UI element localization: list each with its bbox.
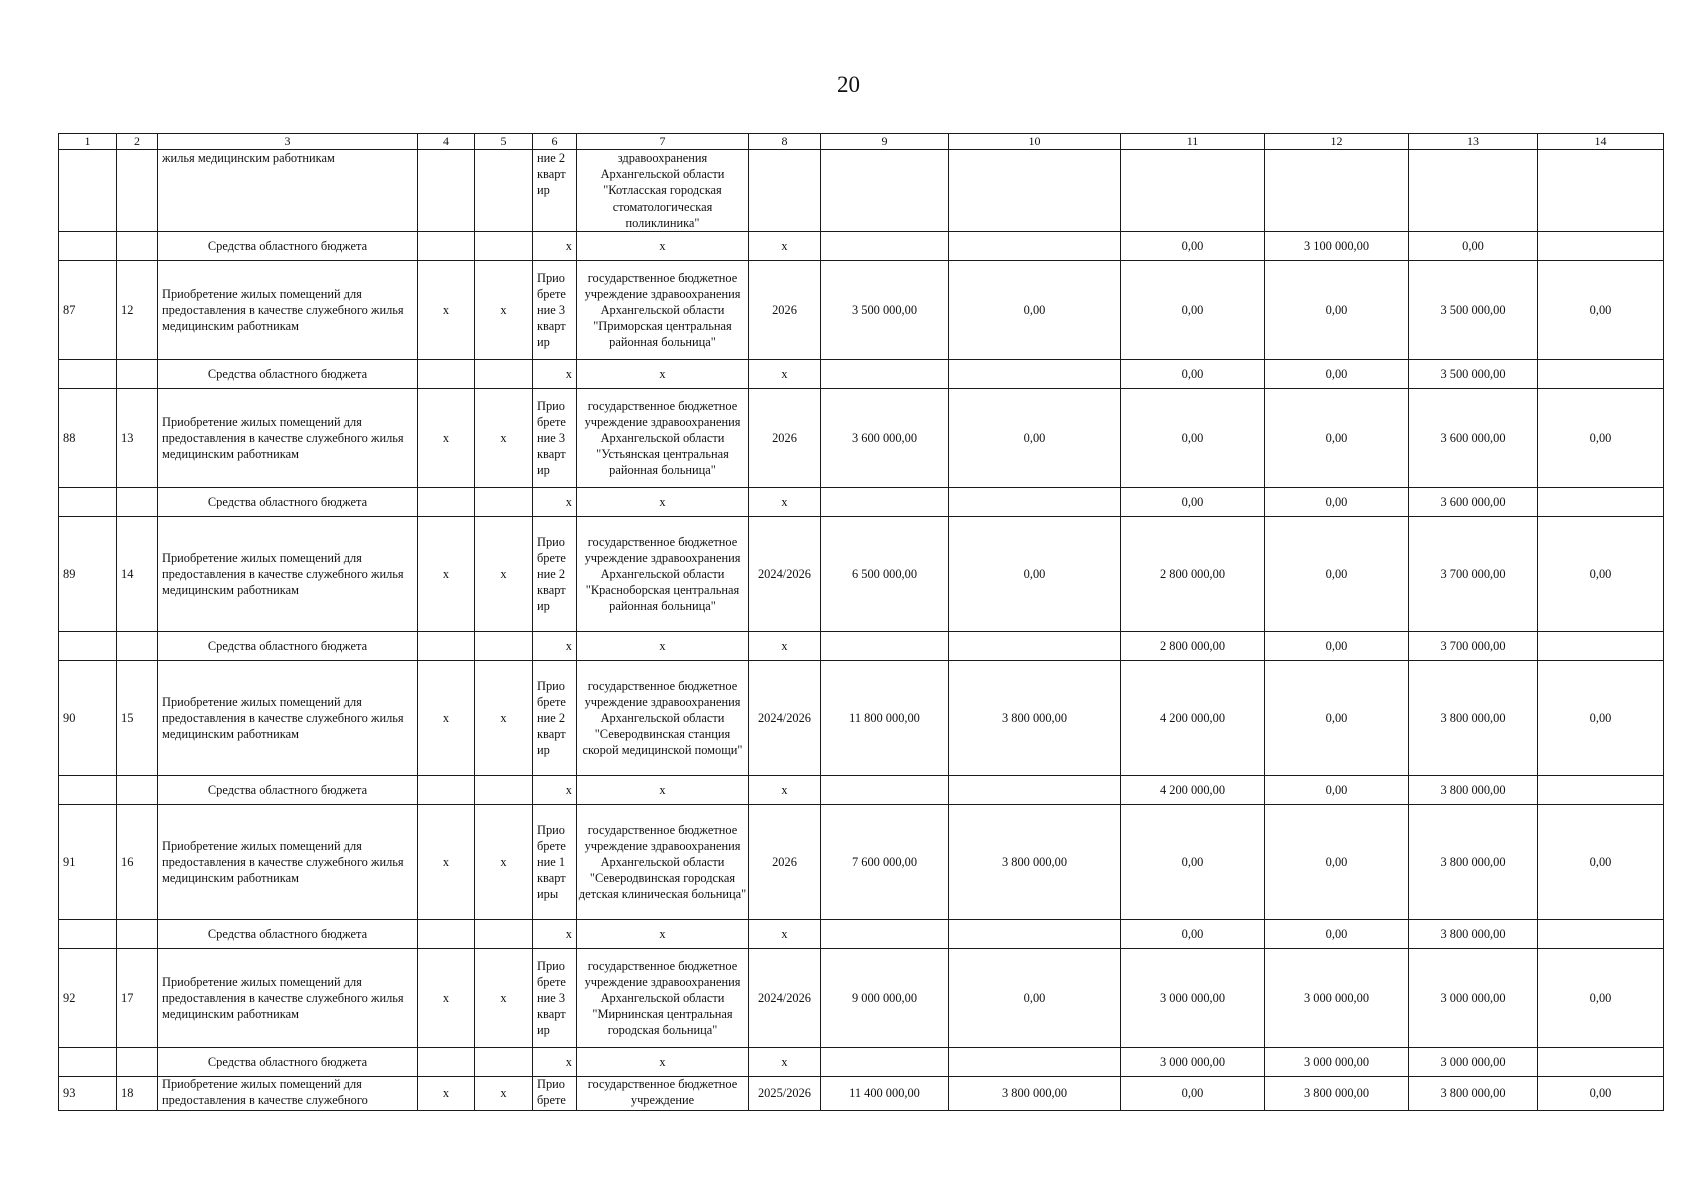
table-cell [418,632,475,661]
amount-cell: 3 000 000,00 [1409,949,1538,1048]
table-cell [59,360,117,389]
amount-cell: 0,00 [1265,661,1409,776]
amount-cell: 3 600 000,00 [1409,389,1538,488]
x-mark: x [475,517,533,632]
amount-cell: 3 800 000,00 [949,661,1121,776]
funding-source-row [59,360,1664,389]
table-cell [117,488,158,517]
amount-cell: 0,00 [1121,488,1265,517]
amount-cell: 0,00 [1121,1077,1265,1111]
table-cell [117,360,158,389]
header-cell: 13 [1409,134,1538,150]
table-row [59,517,1664,632]
purchase-type-cell: Прио брете [533,1077,577,1111]
header-cell: 12 [1265,134,1409,150]
x-mark: x [749,776,821,805]
object-name-cell: Приобретение жилых помещений для предоставления в качестве служебного жилья медицинским работникам [158,517,418,632]
table-row [59,661,1664,776]
x-mark: x [577,1048,749,1077]
item-number-cell [117,150,158,232]
year-cell: 2026 [749,389,821,488]
amount-cell: 0,00 [1538,261,1664,360]
amount-cell: 0,00 [1538,661,1664,776]
x-mark: x [577,232,749,261]
x-mark: x [749,920,821,949]
table-row [59,261,1664,360]
table-cell [59,920,117,949]
x-mark: x [475,1077,533,1111]
amount-cell: 11 800 000,00 [821,661,949,776]
header-cell: 8 [749,134,821,150]
amount-cell: 4 200 000,00 [1121,776,1265,805]
object-name-cell: Приобретение жилых помещений для предоставления в качестве служебного жилья медицинским работникам [158,805,418,920]
continued-row [59,150,1664,232]
x-mark: x [749,488,821,517]
x-mark: x [577,920,749,949]
amount-cell: 3 600 000,00 [821,389,949,488]
institution-cell: государственное бюджетное учреждение здравоохранения Архангельской области "Северодвинская городская детская клиническая больница" [577,805,749,920]
funding-source-row [59,1048,1664,1077]
table-cell [117,632,158,661]
x-mark: x [533,920,577,949]
funding-source-label: Средства областного бюджета [158,488,418,517]
amount-cell: 3 700 000,00 [1409,632,1538,661]
amount-cell: 3 800 000,00 [949,1077,1121,1111]
table-cell [949,776,1121,805]
x-mark: x [475,389,533,488]
object-name-cell: Приобретение жилых помещений для предоставления в качестве служебного [158,1077,418,1111]
x-mark: x [418,661,475,776]
x-mark: x [533,632,577,661]
row-number-cell: 93 [59,1077,117,1111]
amount-cell: 0,00 [1265,488,1409,517]
header-cell: 11 [1121,134,1265,150]
purchase-type-cell: Прио брете ние 1 кварт иры [533,805,577,920]
funding-source-label: Средства областного бюджета [158,920,418,949]
row-number-cell: 90 [59,661,117,776]
amount-cell: 0,00 [1538,517,1664,632]
table-row [59,805,1664,920]
amount-cell: 0,00 [1265,776,1409,805]
amount-cell: 0,00 [1121,360,1265,389]
header-cell: 9 [821,134,949,150]
table-cell [59,1048,117,1077]
table-cell [949,920,1121,949]
column-number-header [59,134,1664,150]
amount-cell: 3 500 000,00 [821,261,949,360]
row-number-cell: 88 [59,389,117,488]
amount-cell: 0,00 [1265,261,1409,360]
table-cell [475,360,533,389]
table-cell [117,776,158,805]
purchase-type-cell: Прио брете ние 3 кварт ир [533,949,577,1048]
x-mark: x [749,232,821,261]
institution-cell: здравоохранения Архангельской области "Котласская городская стоматологическая поликлиника" [577,150,749,232]
amount-cell: 4 200 000,00 [1121,661,1265,776]
table-cell [1538,920,1664,949]
amount-cell: 0,00 [1121,261,1265,360]
funding-source-label: Средства областного бюджета [158,1048,418,1077]
institution-cell: государственное бюджетное учреждение здравоохранения Архангельской области "Северодвинская станция скорой медицинской помощи" [577,661,749,776]
amount-cell: 3 100 000,00 [1265,232,1409,261]
header-cell: 2 [117,134,158,150]
table-cell [821,488,949,517]
table-cell [418,920,475,949]
amount-cell: 0,00 [1265,805,1409,920]
table-cell [475,632,533,661]
row-number-cell: 91 [59,805,117,920]
x-mark: x [475,805,533,920]
year-cell: 2026 [749,805,821,920]
amount-cell: 0,00 [1121,232,1265,261]
amount-cell: 0,00 [1538,949,1664,1048]
amount-cell: 3 500 000,00 [1409,360,1538,389]
item-number-cell: 17 [117,949,158,1048]
amount-cell: 0,00 [1121,805,1265,920]
amount-cell: 3 000 000,00 [1121,949,1265,1048]
table-cell [418,1048,475,1077]
amount-cell: 0,00 [1538,805,1664,920]
funding-source-row [59,776,1664,805]
table-cell [821,632,949,661]
amount-cell: 0,00 [949,261,1121,360]
header-cell: 6 [533,134,577,150]
table-cell [1538,632,1664,661]
x-mark: x [749,632,821,661]
x-mark: x [577,488,749,517]
header-cell: 10 [949,134,1121,150]
table-row [59,389,1664,488]
year-cell: 2024/2026 [749,661,821,776]
header-cell: 14 [1538,134,1664,150]
year-cell: 2024/2026 [749,949,821,1048]
funding-source-row [59,232,1664,261]
funding-source-label: Средства областного бюджета [158,632,418,661]
table-row [59,949,1664,1048]
x-mark: x [418,261,475,360]
item-number-cell: 13 [117,389,158,488]
amount-cell: 3 800 000,00 [949,805,1121,920]
x-mark: x [577,632,749,661]
amount-cell: 0,00 [1121,389,1265,488]
table-cell [821,920,949,949]
amount-cell: 2 800 000,00 [1121,517,1265,632]
object-name-cell: Приобретение жилых помещений для предоставления в качестве служебного жилья медицинским работникам [158,661,418,776]
x-mark: x [749,1048,821,1077]
year-cell: 2026 [749,261,821,360]
funding-source-label: Средства областного бюджета [158,360,418,389]
funding-source-label: Средства областного бюджета [158,776,418,805]
amount-cell: 3 500 000,00 [1409,261,1538,360]
amount-cell: 7 600 000,00 [821,805,949,920]
amount-cell: 3 800 000,00 [1409,920,1538,949]
object-name-cell: Приобретение жилых помещений для предоставления в качестве служебного жилья медицинским работникам [158,949,418,1048]
purchase-type-cell: Прио брете ние 3 кварт ир [533,261,577,360]
table-cell [949,360,1121,389]
amount-cell: 0,00 [1265,632,1409,661]
x-mark: x [533,776,577,805]
table-cell [59,776,117,805]
table-cell [949,1048,1121,1077]
amount-cell: 0,00 [1409,232,1538,261]
x-mark: x [577,360,749,389]
x-mark: x [418,1077,475,1111]
x-mark: x [475,949,533,1048]
x-mark: x [475,261,533,360]
institution-cell: государственное бюджетное учреждение здравоохранения Архангельской области "Приморская центральная районная больница" [577,261,749,360]
table-cell [418,488,475,517]
funding-source-row [59,632,1664,661]
x-mark: x [418,805,475,920]
header-cell: 5 [475,134,533,150]
purchase-type-cell: Прио брете ние 3 кварт ир [533,389,577,488]
table-row [59,1077,1664,1111]
amount-cell: 3 600 000,00 [1409,488,1538,517]
object-name-cell: жилья медицинским работникам [158,150,418,232]
x-mark: x [533,1048,577,1077]
x-mark: x [749,360,821,389]
table-cell [949,488,1121,517]
amount-cell: 0,00 [1538,389,1664,488]
item-number-cell: 18 [117,1077,158,1111]
amount-cell: 0,00 [949,949,1121,1048]
x-mark: x [533,360,577,389]
x-mark: x [418,517,475,632]
amount-cell: 3 800 000,00 [1409,1077,1538,1111]
header-cell: 7 [577,134,749,150]
table-cell [475,488,533,517]
table-cell [1538,488,1664,517]
funding-source-row [59,920,1664,949]
amount-cell: 0,00 [949,389,1121,488]
table-cell [418,360,475,389]
page-number: 20 [837,72,860,97]
item-number-cell: 14 [117,517,158,632]
amount-cell: 0,00 [1121,920,1265,949]
table-cell [949,632,1121,661]
x-mark: x [418,389,475,488]
amount-cell: 11 400 000,00 [821,1077,949,1111]
amount-cell: 3 800 000,00 [1409,776,1538,805]
amount-cell: 3 800 000,00 [1265,1077,1409,1111]
row-number-cell: 89 [59,517,117,632]
table-cell [1538,1048,1664,1077]
x-mark: x [577,776,749,805]
institution-cell: государственное бюджетное учреждение [577,1077,749,1111]
row-number-cell: 87 [59,261,117,360]
funding-source-label: Средства областного бюджета [158,232,418,261]
item-number-cell: 16 [117,805,158,920]
amount-cell: 0,00 [1265,360,1409,389]
year-cell: 2025/2026 [749,1077,821,1111]
object-name-cell: Приобретение жилых помещений для предоставления в качестве служебного жилья медицинским работникам [158,261,418,360]
header-cell: 1 [59,134,117,150]
x-mark: x [475,661,533,776]
purchase-type-cell: Прио брете ние 2 кварт ир [533,517,577,632]
amount-cell: 3 000 000,00 [1409,1048,1538,1077]
table-cell [1538,360,1664,389]
table-cell [418,776,475,805]
budget-table [58,133,1664,1111]
table-cell [821,360,949,389]
amount-cell: 6 500 000,00 [821,517,949,632]
row-number-cell: 92 [59,949,117,1048]
amount-cell: 2 800 000,00 [1121,632,1265,661]
table-cell [1538,776,1664,805]
table-cell [821,1048,949,1077]
institution-cell: государственное бюджетное учреждение здравоохранения Архангельской области "Красноборская центральная районная больница" [577,517,749,632]
header-cell: 3 [158,134,418,150]
amount-cell: 3 700 000,00 [1409,517,1538,632]
object-name-cell: Приобретение жилых помещений для предоставления в качестве служебного жилья медицинским работникам [158,389,418,488]
item-number-cell: 12 [117,261,158,360]
table-cell [117,920,158,949]
amount-cell: 0,00 [949,517,1121,632]
x-mark: x [418,949,475,1048]
amount-cell: 3 800 000,00 [1409,661,1538,776]
x-mark: x [533,232,577,261]
table-cell [475,776,533,805]
funding-source-row [59,488,1664,517]
x-mark: x [533,488,577,517]
table-cell [59,488,117,517]
purchase-type-cell: ние 2 кварт ир [533,150,577,232]
amount-cell: 3 000 000,00 [1265,949,1409,1048]
amount-cell: 0,00 [1538,1077,1664,1111]
amount-cell: 3 000 000,00 [1265,1048,1409,1077]
table-cell [475,920,533,949]
amount-cell: 0,00 [1265,920,1409,949]
table-cell [821,776,949,805]
table-cell [117,1048,158,1077]
amount-cell: 3 000 000,00 [1121,1048,1265,1077]
row-number-cell [59,150,117,232]
amount-cell: 9 000 000,00 [821,949,949,1048]
table-cell [475,1048,533,1077]
amount-cell: 0,00 [1265,517,1409,632]
amount-cell: 3 800 000,00 [1409,805,1538,920]
item-number-cell: 15 [117,661,158,776]
header-cell: 4 [418,134,475,150]
amount-cell: 0,00 [1265,389,1409,488]
table-cell [59,632,117,661]
institution-cell: государственное бюджетное учреждение здравоохранения Архангельской области "Мирнинская центральная городская больница" [577,949,749,1048]
purchase-type-cell: Прио брете ние 2 кварт ир [533,661,577,776]
year-cell: 2024/2026 [749,517,821,632]
institution-cell: государственное бюджетное учреждение здравоохранения Архангельской области "Устьянская центральная районная больница" [577,389,749,488]
